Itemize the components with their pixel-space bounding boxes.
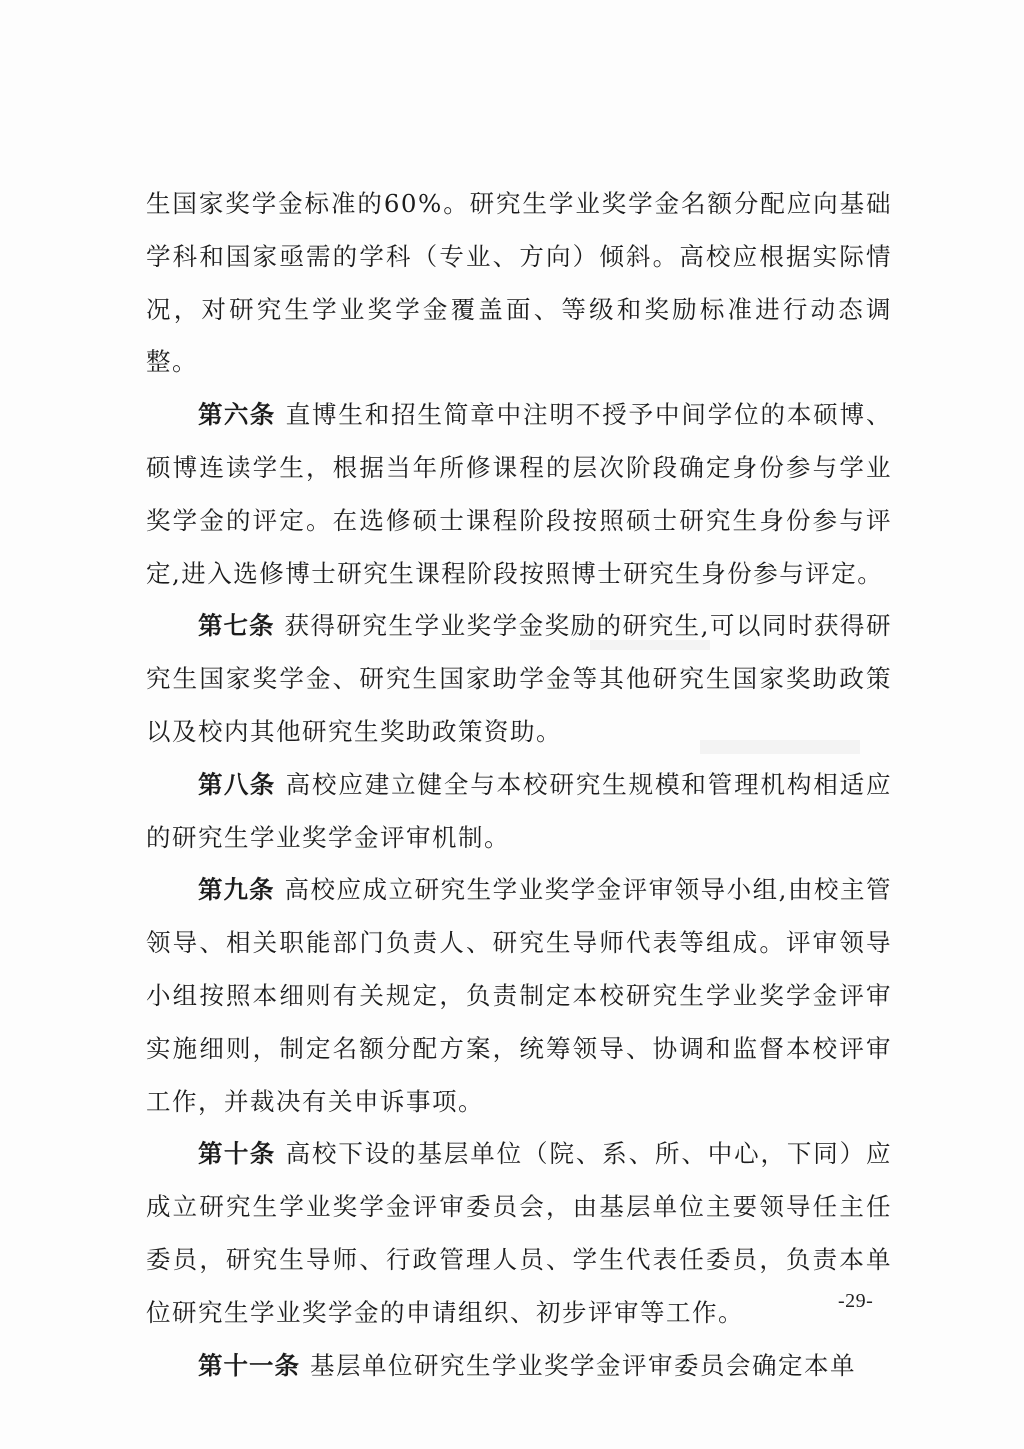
paragraph-text: 基层单位研究生学业奖学金评审委员会确定本单 — [310, 1350, 856, 1380]
paragraph-text: 生国家奖学金标准的60%。研究生学业奖学金名额分配应向基础学科和国家亟需的学科（专业、方向）倾斜。高校应根据实际情况，对研究生学业奖学金覆盖面、等级和奖励标准进行动态调整。 — [146, 189, 892, 377]
article-heading: 第九条 — [198, 875, 275, 905]
article-heading: 第八条 — [198, 769, 276, 799]
paragraph-article-7 — [146, 600, 892, 758]
paragraph-text: 直博生和招生简章中注明不授予中间学位的本硕博、硕博连读学生，根据当年所修课程的层次阶段确定身份参与学业奖学金的评定。在选修硕士课程阶段按照硕士研究生身份参与评定,进入选修博士研究生课程阶段按照博士研究生身份参与评定。 — [146, 400, 892, 588]
paragraph-article-8 — [146, 759, 892, 865]
article-heading: 第七条 — [198, 611, 275, 641]
article-heading: 第十条 — [198, 1139, 276, 1169]
paragraph-text: 高校下设的基层单位（院、系、所、中心，下同）应成立研究生学业奖学金评审委员会，由基层单位主要领导任主任委员，研究生导师、行政管理人员、学生代表任委员，负责本单位研究生学业奖学金的申请组织、初步评审等工作。 — [146, 1139, 892, 1327]
paragraph-article-11 — [146, 1340, 892, 1393]
paragraph-text: 高校应建立健全与本校研究生规模和管理机构相适应的研究生学业奖学金评审机制。 — [146, 769, 892, 852]
document-body — [146, 178, 892, 1392]
paragraph-text: 获得研究生学业奖学金奖励的研究生,可以同时获得研究生国家奖学金、研究生国家助学金等其他研究生国家奖助政策以及校内其他研究生奖助政策资助。 — [146, 611, 892, 746]
article-heading: 第十一条 — [198, 1350, 300, 1380]
article-heading: 第六条 — [198, 400, 276, 430]
page-number: -29- — [838, 1290, 874, 1312]
paragraph-article-6 — [146, 389, 892, 600]
paragraph-article-10 — [146, 1128, 892, 1339]
paragraph-continuation — [146, 178, 892, 389]
paragraph-article-9 — [146, 864, 892, 1128]
paragraph-text: 高校应成立研究生学业奖学金评审领导小组,由校主管领导、相关职能部门负责人、研究生导师代表等组成。评审领导小组按照本细则有关规定，负责制定本校研究生学业奖学金评审实施细则，制定名额分配方案，统筹领导、协调和监督本校评审工作，并裁决有关申诉事项。 — [146, 875, 892, 1116]
